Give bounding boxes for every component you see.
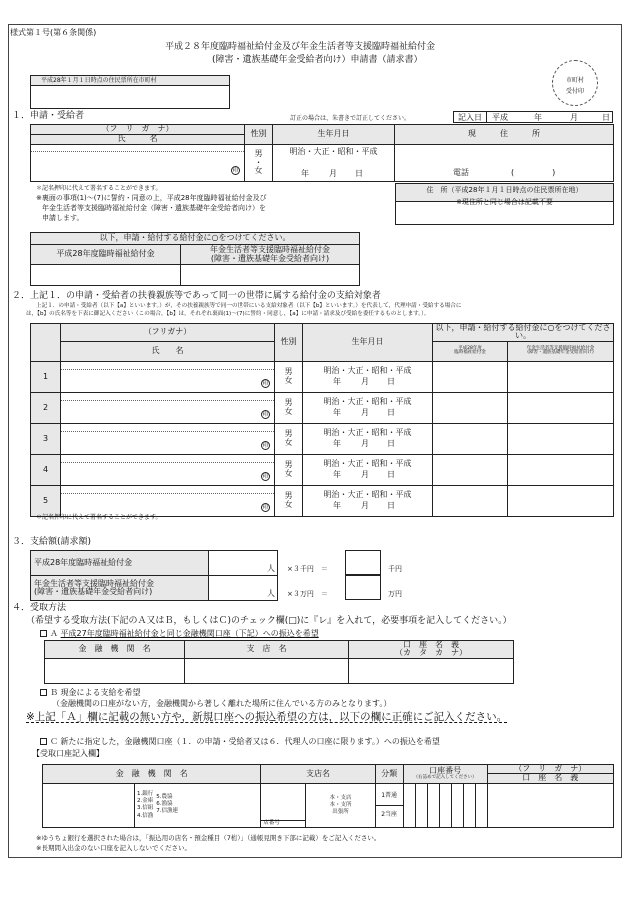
s3-title: ３．支給額(請求額) bbox=[12, 537, 92, 547]
dep-name-field[interactable] bbox=[61, 392, 275, 423]
unit-sen-yen: 千円 bbox=[388, 565, 402, 573]
dep-benefit-b-check[interactable] bbox=[508, 392, 614, 423]
applicant-sex[interactable] bbox=[245, 145, 273, 182]
s2-desc1: 上記１．の申請・受給者（以下【a】といいます。）が，その扶養親族等で同一の世帯にいる支給対象者（以下【b】といいます。）を代表して，代理申請・受給する場合に bbox=[36, 303, 462, 309]
dep-name-field[interactable] bbox=[61, 361, 275, 392]
amount-table bbox=[30, 550, 278, 601]
dep-no-hdr bbox=[31, 324, 61, 362]
applicant-sex-hdr: 性別 bbox=[245, 125, 273, 145]
bank-c-branch-hdr: 支店名 bbox=[261, 765, 375, 784]
s1-benefit-hdr: 以下，申請・給付する給付金に○をつけてください。 bbox=[31, 233, 360, 245]
bound-text: 明治・大正・昭和・平成 bbox=[323, 366, 412, 376]
option-c-text: 新たに指定した，金融機関口座（１．の申請・受給者又は６．代理人の口座に限ります。）への振込を希望 bbox=[60, 737, 440, 746]
form-title-line2: (障害・遺族基礎年金受給者向け）申請書（請求書） bbox=[212, 55, 423, 65]
bank-c-acct-hdr: 口座番号 bbox=[429, 766, 462, 776]
dob-eras: 明治・大正・昭和・平成 bbox=[289, 147, 378, 156]
dep-name-field[interactable] bbox=[61, 485, 275, 516]
phone-paren-r: ) bbox=[552, 167, 556, 177]
bank-c-type-hdr: 分類 bbox=[375, 765, 403, 784]
bound-text: 年 bbox=[333, 407, 341, 417]
bound-text: 7.信漁連 bbox=[156, 808, 178, 815]
bound-text: 男 bbox=[284, 491, 293, 501]
bound-text: 年 bbox=[333, 469, 341, 479]
dep-benefit-a-check[interactable] bbox=[433, 392, 508, 423]
acct-digit[interactable] bbox=[427, 783, 439, 827]
bound-text: 6.漁協 bbox=[156, 801, 173, 808]
bound-text: 月 bbox=[361, 438, 369, 448]
s2-desc2: は，【b】の氏名等を下表に御記入ください（この場合，【b】は，それぞれ裏面(1)～(7)に誓約・同意し，【a】に申請・請求及び受給を委任するものとします。）。 bbox=[26, 311, 430, 317]
dep-name-field[interactable] bbox=[61, 423, 275, 454]
bound-text: 女 bbox=[284, 406, 293, 416]
bank-a-holder-hdr: 口 座 名 義 bbox=[403, 640, 459, 649]
dep-row-number: 5 bbox=[31, 485, 61, 516]
dep-sex[interactable] bbox=[275, 423, 303, 454]
acct-digit[interactable] bbox=[439, 783, 451, 827]
option-b-note: （金融機関の口座がない方，金融機関から著しく離れた場所に住んでいる方のみとなります。） bbox=[52, 699, 392, 708]
dep-name-field[interactable] bbox=[61, 454, 275, 485]
s1-correction-note: 訂正の場合は、朱書きで訂正してください。 bbox=[290, 115, 411, 122]
option-a-text: 平成27年度臨時福祉給付金と同じ金融機関口座（下記）への振込を希望 bbox=[60, 629, 319, 638]
bound-text: 5.農協 bbox=[156, 794, 173, 801]
dep-benefit-a-check[interactable] bbox=[433, 423, 508, 454]
checkbox-a[interactable] bbox=[40, 630, 47, 637]
unit-man-yen: 万円 bbox=[388, 590, 402, 598]
acct-digit[interactable] bbox=[403, 783, 415, 827]
option-b-prefix: Ｂ bbox=[50, 688, 58, 697]
dep-benefit-a1: 平成28年度 bbox=[458, 345, 482, 351]
dep-dob-hdr: 生年月日 bbox=[303, 324, 433, 362]
stamp-label-2: 受付印 bbox=[565, 88, 584, 95]
s1-benefit-table bbox=[30, 232, 360, 286]
amount-row2-label1: 年金生活者等支援臨時福祉給付金 bbox=[34, 578, 154, 588]
bank-c-table bbox=[42, 764, 614, 828]
table-row bbox=[31, 392, 614, 423]
bank-c-furigana-hdr: （フ リ ガ ナ） bbox=[488, 765, 613, 774]
option-c[interactable] bbox=[40, 738, 440, 746]
checkbox-c[interactable] bbox=[40, 738, 47, 745]
sex-dot: ・ bbox=[254, 157, 263, 167]
bound-text: 月 bbox=[361, 407, 369, 417]
entry-date-day: 日 bbox=[602, 112, 610, 122]
dep-sex[interactable] bbox=[275, 454, 303, 485]
bank-a-branch-hdr: 支 店 名 bbox=[185, 641, 349, 659]
residence-field[interactable] bbox=[31, 86, 229, 108]
dep-dob[interactable] bbox=[303, 423, 433, 454]
dep-benefit-a-check[interactable] bbox=[433, 454, 508, 485]
bound-text: 2.金庫 bbox=[137, 798, 154, 805]
bank-a-branch-field[interactable] bbox=[185, 658, 349, 683]
seal-icon: 印 bbox=[262, 379, 269, 387]
dep-row-number: 3 bbox=[31, 423, 61, 454]
bound-text: 日 bbox=[387, 376, 395, 386]
bound-text: 男 bbox=[284, 367, 293, 377]
seal-icon: 印 bbox=[232, 167, 239, 174]
footnote-dormant: ※長期間入出金のない口座を記入しないでください。 bbox=[36, 844, 191, 852]
entry-date-year: 年 bbox=[534, 112, 542, 122]
amount-row1-count[interactable] bbox=[209, 551, 278, 576]
s4-instructions: （希望する受取方法(下記のＡ又はＢ，もしくはＣ)のチェック欄(□)に『レ』を入れて，必要事項を記入してください。） bbox=[26, 616, 512, 626]
checkbox-b[interactable] bbox=[40, 689, 47, 696]
bound-text: 年 bbox=[333, 438, 341, 448]
bank-c-branch-field[interactable] bbox=[261, 783, 306, 827]
bound-text: 男 bbox=[284, 429, 293, 439]
dep-furigana-hdr: （フリガナ） bbox=[61, 324, 275, 342]
bound-text: 3.信組 bbox=[137, 805, 154, 812]
table-row bbox=[31, 423, 614, 454]
phone-paren-l: ( bbox=[511, 167, 515, 177]
acct-digit[interactable] bbox=[463, 783, 475, 827]
s2-sign-note: ＊記名押印に代えて署名することができます。 bbox=[36, 514, 162, 521]
bank-a-name-field[interactable] bbox=[45, 658, 185, 683]
bound-text: 月 bbox=[361, 469, 369, 479]
dep-benefit-a-check[interactable] bbox=[433, 485, 508, 516]
s1-agree-line1: ※裏面の事項(1)～(7)に誓約・同意の上，平成28年度臨時福祉給付金及び bbox=[36, 194, 267, 202]
seal-icon: 印 bbox=[262, 472, 269, 480]
table-row bbox=[31, 361, 614, 392]
applicant-name-field[interactable] bbox=[31, 145, 245, 182]
amount-total1[interactable] bbox=[345, 550, 381, 575]
bound-text: 月 bbox=[361, 500, 369, 510]
bound-text: 1普通 bbox=[376, 787, 403, 806]
s4-title: ４．受取方法 bbox=[12, 603, 67, 613]
footnote-yucho: ※ゆうちょ銀行を選択された場合は，「振込用の店名・預金種目（7桁）」（通帳見開き下部に記載）をご記入ください。 bbox=[36, 834, 381, 842]
s2-title: ２．上記１．の申請・受給者の扶養親族等であって同一の世帯に属する給付金の支給対象者 bbox=[12, 291, 381, 301]
acct-digit[interactable] bbox=[451, 783, 463, 827]
dep-benefit-b2: (障害・遺族基礎年金受給者向け) bbox=[527, 350, 594, 356]
bound-text: 2当座 bbox=[381, 810, 398, 818]
bound-text: 4.信漁 bbox=[137, 812, 154, 819]
dep-row-number: 2 bbox=[31, 392, 61, 423]
dep-dob[interactable] bbox=[303, 392, 433, 423]
reception-stamp bbox=[552, 60, 598, 106]
option-a-prefix: Ａ bbox=[50, 629, 58, 638]
applicant-table bbox=[30, 124, 614, 182]
dob-year: 年 bbox=[301, 169, 309, 179]
applicant-name-hdr: 氏 名 bbox=[31, 135, 245, 145]
applicant-addr-hdr: 現 住 所 bbox=[395, 125, 614, 145]
bound-text: 男 bbox=[284, 398, 293, 408]
s1-benefit-b2: (障害・遺族基礎年金受給者向け) bbox=[210, 253, 330, 263]
bank-c-holder-hdr: 口 座 名 義 bbox=[522, 773, 579, 783]
entry-date-era: 平成 bbox=[492, 112, 508, 122]
dep-benefit-a2: 臨時福祉給付金 bbox=[454, 350, 486, 356]
entry-date bbox=[453, 111, 613, 123]
bound-text: 本・支店 bbox=[329, 794, 352, 801]
s1-sign-note: ＊記名押印に代えて署名することができます。 bbox=[36, 185, 162, 192]
bound-text: 女 bbox=[284, 499, 293, 509]
bound-text: 明治・大正・昭和・平成 bbox=[323, 490, 412, 500]
dob-month: 月 bbox=[329, 169, 337, 179]
bound-text: 1.銀行 bbox=[137, 791, 154, 798]
entry-date-label: 記入日 bbox=[454, 112, 487, 122]
bound-text: 年 bbox=[333, 500, 341, 510]
store-no: 店番号 bbox=[261, 820, 305, 827]
applicant-dob-hdr: 生年月日 bbox=[273, 125, 395, 145]
dep-benefit-b-check[interactable] bbox=[508, 423, 614, 454]
s1-agree-line2: 年金生活者等支援臨時福祉給付金（障害・遺族基礎年金受給者向け）を bbox=[42, 204, 266, 212]
sex-male: 男 bbox=[254, 149, 263, 159]
dep-sex-hdr: 性別 bbox=[275, 324, 303, 362]
prev-address-box bbox=[395, 183, 614, 225]
amount-row2-count[interactable] bbox=[209, 576, 278, 601]
acct-digit[interactable] bbox=[475, 783, 487, 827]
dob-day: 日 bbox=[355, 169, 363, 179]
entry-date-month: 月 bbox=[570, 112, 578, 122]
bound-text: 月 bbox=[361, 376, 369, 386]
dep-dob[interactable] bbox=[303, 485, 433, 516]
dep-name-hdr: 氏 名 bbox=[61, 341, 275, 361]
s1-benefit-b-check[interactable] bbox=[181, 265, 360, 286]
dep-sex[interactable] bbox=[275, 485, 303, 516]
bound-text: 日 bbox=[387, 407, 395, 417]
s1-benefit-b1: 年金生活者等支援臨時福祉給付金 bbox=[210, 245, 330, 255]
option-a[interactable] bbox=[40, 630, 319, 638]
dependents-table bbox=[30, 323, 614, 517]
dep-benefit-a-check[interactable] bbox=[433, 361, 508, 392]
s1-title: １．申請・受給者 bbox=[12, 111, 85, 121]
bound-text: 明治・大正・昭和・平成 bbox=[323, 428, 412, 438]
phone-label: 電話 bbox=[453, 167, 469, 177]
dep-benefit-hdr: 以下，申請・給付する給付金に○をつけてください。 bbox=[433, 324, 614, 342]
dep-row-number: 1 bbox=[31, 361, 61, 392]
table-row bbox=[31, 454, 614, 485]
sex-female: 女 bbox=[254, 166, 263, 176]
dep-benefit-b-check[interactable] bbox=[508, 485, 614, 516]
residence-label: 平成28年１月１日時点の住民票所在市町村 bbox=[31, 76, 229, 86]
bound-text: 明治・大正・昭和・平成 bbox=[323, 459, 412, 469]
bank-a-table bbox=[44, 640, 514, 684]
s1-benefit-a: 平成28年度臨時福祉給付金 bbox=[31, 245, 181, 265]
bound-text: 日 bbox=[387, 438, 395, 448]
amount-total2[interactable] bbox=[345, 575, 381, 600]
bound-text: 女 bbox=[284, 437, 293, 447]
bound-text: 年 bbox=[333, 376, 341, 386]
s1-benefit-a-check[interactable] bbox=[31, 265, 181, 286]
option-b[interactable] bbox=[40, 689, 141, 697]
bank-a-holder-kana: （カ タ カ ナ） bbox=[395, 648, 467, 658]
form-number: 様式第１号(第６条関係) bbox=[10, 28, 97, 37]
bank-a-name-hdr: 金 融 機 関 名 bbox=[45, 641, 185, 659]
notice-new-account: ※上記「Ａ」欄に記載の無い方や，新規口座への振込希望の方は，以下の欄に正確にご記入ください。 bbox=[26, 711, 508, 723]
seal-icon: 印 bbox=[262, 441, 269, 449]
applicant-address-field[interactable] bbox=[395, 145, 614, 182]
dep-benefit-b-check[interactable] bbox=[508, 361, 614, 392]
dep-dob[interactable] bbox=[303, 454, 433, 485]
dep-benefit-b1: 年金生活者等支援臨時福祉給付金 bbox=[526, 345, 595, 351]
applicant-furigana-line bbox=[31, 151, 244, 152]
bound-text: 本・支所 bbox=[329, 801, 352, 808]
bound-text: 日 bbox=[387, 469, 395, 479]
bound-text: 出張所 bbox=[332, 808, 349, 815]
bound-text: 男 bbox=[284, 460, 293, 470]
bank-c-acct-sub: （右詰めで記入してください） bbox=[413, 774, 477, 780]
seal-icon: 印 bbox=[262, 503, 269, 511]
seal-icon: 印 bbox=[262, 410, 269, 418]
bank-c-name-field[interactable] bbox=[43, 783, 135, 827]
bound-text: 女 bbox=[284, 468, 293, 478]
bound-text: 明治・大正・昭和・平成 bbox=[323, 397, 412, 407]
amount-row1-label: 平成28年度臨時福祉給付金 bbox=[31, 551, 209, 576]
mult-30k: ×３万円 ＝ bbox=[287, 590, 328, 598]
form-title-line1: 平成２８年度臨時福祉給付金及び年金生活者等支援臨時福祉給付金 bbox=[165, 42, 436, 52]
dep-dob[interactable] bbox=[303, 361, 433, 392]
stamp-label-1: 市町村 bbox=[565, 77, 584, 84]
applicant-dob[interactable] bbox=[273, 145, 395, 182]
mult-3k: ×３千円 ＝ bbox=[287, 565, 328, 573]
prev-address-note: ※現住所と同じ場合は記載不要 bbox=[456, 198, 553, 206]
option-c-prefix: Ｃ bbox=[50, 737, 58, 746]
option-b-text: 現金による支給を希望 bbox=[60, 688, 141, 697]
residence-box bbox=[30, 75, 230, 109]
dep-sex[interactable] bbox=[275, 361, 303, 392]
bound-text: 女 bbox=[284, 375, 293, 385]
acct-digit[interactable] bbox=[415, 783, 427, 827]
bank-a-holder-field[interactable] bbox=[349, 658, 514, 683]
table-row bbox=[31, 485, 614, 516]
dep-row-number: 4 bbox=[31, 454, 61, 485]
applicant-furigana-hdr: （フ リ ガ ナ） bbox=[31, 125, 245, 135]
prev-address-label: 住 所（平成28年１月１日時点の住民票所在地） bbox=[426, 186, 583, 194]
dep-benefit-b-check[interactable] bbox=[508, 454, 614, 485]
unit-person: 人 bbox=[267, 588, 275, 598]
amount-row2-label2: (障害・遺族基礎年金受給者向け) bbox=[34, 587, 153, 596]
s1-agree-line3: 申請します。 bbox=[42, 214, 84, 222]
bank-c-holder-field[interactable] bbox=[487, 783, 613, 827]
bound-text: 日 bbox=[387, 500, 395, 510]
unit-person: 人 bbox=[267, 563, 275, 573]
bank-c-name-hdr: 金 融 機 関 名 bbox=[43, 765, 261, 784]
recv-account-hdr: 【受取口座記入欄】 bbox=[32, 749, 104, 758]
dep-sex[interactable] bbox=[275, 392, 303, 423]
